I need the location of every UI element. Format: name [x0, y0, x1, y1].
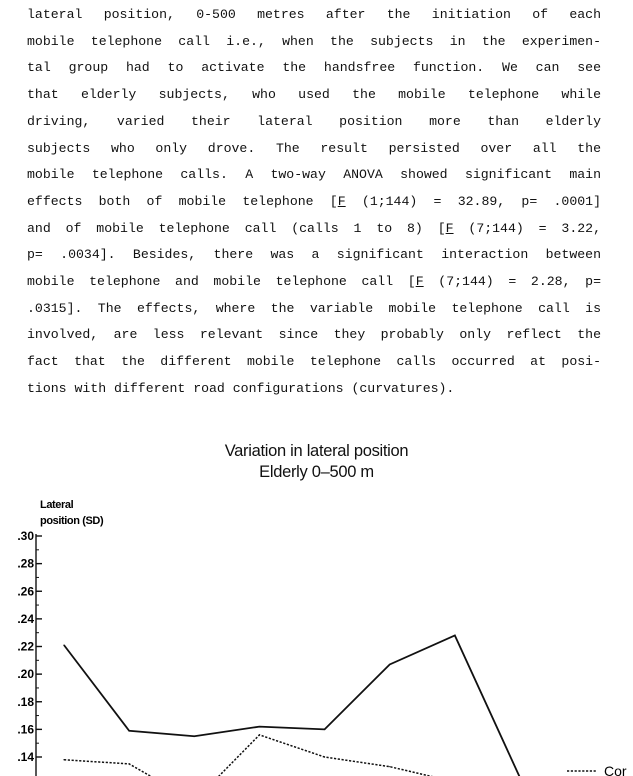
data-point [129, 730, 130, 731]
data-point [324, 756, 325, 757]
y-tick-label: .30 [17, 529, 34, 543]
text-run: tal group had to activate the handsfree function. We can see [27, 60, 601, 76]
series-line-control [64, 735, 520, 776]
f-statistic-symbol: F [445, 220, 454, 236]
text-run: effects both of mobile telephone [ [27, 193, 338, 209]
data-point [259, 726, 260, 727]
series-line-phone [64, 635, 520, 776]
y-tick-label: .18 [17, 694, 34, 709]
text-run: (1;144) = 32.89, p= .0001] [345, 193, 601, 209]
y-tick-label: .22 [17, 639, 34, 654]
y-tick-label: .24 [17, 611, 34, 626]
text-run: fact that the different mobile telephone calls occurred at posi- [27, 354, 601, 370]
data-point [63, 759, 64, 760]
text-run: .0315]. The effects, where the variable mobile telephone call is [27, 300, 601, 316]
text-run: lateral position, 0-500 metres after the initiation of each [27, 7, 601, 22]
text-run: (7;144) = 2.28, p= [423, 274, 601, 289]
data-point [63, 645, 64, 646]
text-run: p= .0034]. Besides, there was a significant interaction between [27, 247, 601, 263]
text-run: tions with different road configurations (curvatures). [27, 380, 455, 396]
text-run: mobile telephone calls. A two-way ANOVA showed significant main [27, 167, 601, 183]
text-run: involved, are less relevant since they probably only reflect the [27, 327, 601, 343]
data-point [454, 635, 455, 636]
y-tick-label: .14 [17, 750, 34, 764]
y-tick-label: .28 [17, 556, 34, 571]
text-run: mobile telephone and mobile telephone call [ [27, 274, 416, 289]
text-run: (7;144) = 3.22, [453, 220, 601, 236]
y-tick-label: .16 [17, 722, 34, 737]
text-run: subjects who only drove. The result persisted over all the [27, 140, 601, 156]
text-run: that elderly subjects, who used the mobile telephone while [27, 87, 601, 103]
text-run: and of mobile telephone call (calls 1 to 8) [ [27, 220, 446, 236]
chart-title: Variation in lateral position [224, 442, 409, 460]
y-axis-label-line2: position (SD) [40, 515, 104, 527]
y-tick-label: .20 [17, 667, 34, 682]
text-run: mobile telephone call i.e., when the subjects in the experimen- [27, 33, 601, 49]
y-tick-label: .26 [17, 584, 34, 599]
f-statistic-symbol: F [337, 193, 346, 209]
f-statistic-symbol: F [415, 274, 424, 289]
data-point [259, 734, 260, 735]
data-point [389, 664, 390, 665]
legend-label-control: Cor [604, 763, 627, 776]
data-point [194, 736, 195, 737]
y-axis-label: Lateral [40, 499, 74, 511]
data-point [389, 766, 390, 767]
text-run: driving, varied their lateral position more than elderly [27, 113, 601, 129]
data-point [324, 729, 325, 730]
chart-subtitle: Elderly 0–500 m [259, 463, 374, 481]
data-point [129, 763, 130, 764]
